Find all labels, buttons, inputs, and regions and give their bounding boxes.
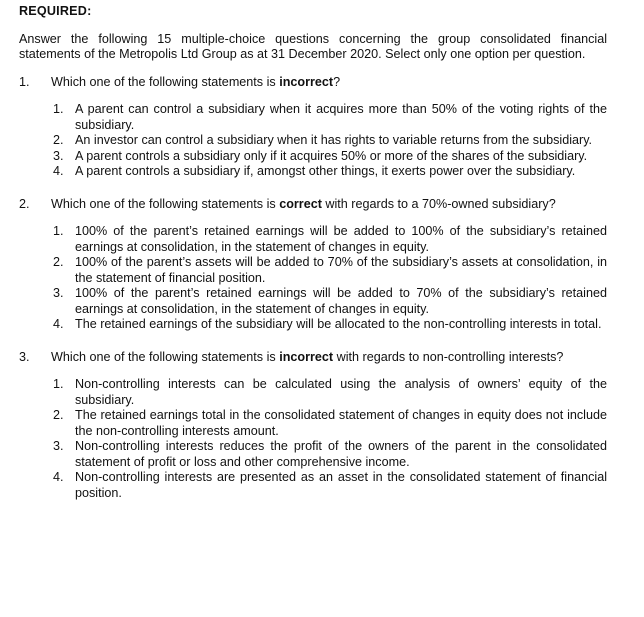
option-4: [53, 317, 607, 333]
option-4: [53, 164, 607, 180]
question-number: 1.: [19, 74, 30, 89]
question-text-part: Which one of the following statements is: [51, 74, 280, 89]
option-text: 100% of the parent’s retained earnings will be added to 70% of the subsidiary’s retained earnings at consolidation, in the statement of changes in equity.: [75, 286, 607, 316]
question-text: [51, 75, 607, 91]
question-emphasis: incorrect: [279, 349, 334, 364]
option-text: Non-controlling interests can be calculated using the analysis of owners’ equity of the subsidiary.: [75, 377, 607, 407]
option-number: 3.: [53, 148, 64, 163]
question-text-part: ?: [333, 74, 341, 89]
option-text: An investor can control a subsidiary when it has rights to variable returns from the subsidiary.: [75, 133, 593, 147]
question-number: 3.: [19, 349, 30, 364]
option-number: 4.: [53, 164, 64, 178]
option-number: 1.: [53, 377, 64, 391]
question-1: [19, 75, 607, 180]
option-text: A parent controls a subsidiary if, amongst other things, it exerts power over the subsidiary.: [75, 164, 576, 178]
question-3-options: [53, 377, 607, 501]
option-1: [53, 224, 607, 255]
option-text: 100% of the parent’s assets will be added to 70% of the subsidiary’s assets at consolidation, in the statement of financial position.: [75, 255, 607, 285]
question-text-part: Which one of the following statements is: [51, 196, 280, 211]
option-text: The retained earnings of the subsidiary will be allocated to the non-controlling interests in total.: [75, 317, 602, 331]
question-2: [19, 197, 607, 333]
option-number: 4.: [53, 470, 64, 484]
option-4: [53, 470, 607, 501]
option-text: A parent controls a subsidiary only if it acquires 50% or more of the shares of the subsidiary.: [75, 148, 588, 163]
question-emphasis: incorrect: [279, 74, 334, 89]
option-number: 1.: [53, 224, 64, 238]
option-2: [53, 255, 607, 286]
instructions-paragraph: Answer the following 15 multiple-choice questions concerning the group consolidated financial statements of the Metropolis Ltd Group as at 31 December 2020. Select only one option per question.: [19, 31, 607, 61]
question-text: [51, 350, 607, 366]
option-3: [53, 149, 607, 165]
option-number: 3.: [53, 286, 64, 300]
question-2-options: [53, 224, 607, 333]
option-number: 2.: [53, 255, 64, 269]
required-heading: REQUIRED:: [19, 4, 92, 18]
question-1-options: [53, 102, 607, 180]
option-number: 1.: [53, 102, 64, 116]
question-text-part: with regards to a 70%-owned subsidiary?: [321, 196, 556, 211]
question-text-part: with regards to non-controlling interests?: [333, 349, 564, 364]
question-3-stem: [19, 350, 607, 366]
option-text: A parent can control a subsidiary when it acquires more than 50% of the voting rights of the subsidiary.: [75, 102, 607, 132]
question-number: 2.: [19, 196, 30, 211]
question-2-stem: [19, 197, 607, 213]
option-text: 100% of the parent’s retained earnings will be added to 100% of the subsidiary’s retained earnings at consolidation, in the statement of changes in equity.: [75, 224, 607, 254]
option-text: Non-controlling interests reduces the profit of the owners of the parent in the consolidated statement of profit or loss and other comprehensive income.: [75, 439, 607, 469]
question-text: [51, 197, 607, 213]
option-number: 2.: [53, 133, 64, 147]
option-text: The retained earnings total in the consolidated statement of changes in equity does not include the non-controlling interests amount.: [75, 408, 607, 438]
option-number: 2.: [53, 408, 64, 422]
question-emphasis: correct: [279, 196, 322, 211]
question-1-stem: [19, 75, 607, 91]
option-3: [53, 286, 607, 317]
option-2: [53, 133, 607, 149]
option-3: [53, 439, 607, 470]
option-1: [53, 102, 607, 133]
document-page: [19, 4, 607, 501]
question-text-part: Which one of the following statements is: [51, 349, 280, 364]
option-2: [53, 408, 607, 439]
question-3: [19, 350, 607, 502]
option-number: 3.: [53, 439, 64, 453]
option-text: Non-controlling interests are presented as an asset in the consolidated statement of financial position.: [75, 470, 607, 500]
option-1: [53, 377, 607, 408]
option-number: 4.: [53, 317, 64, 331]
